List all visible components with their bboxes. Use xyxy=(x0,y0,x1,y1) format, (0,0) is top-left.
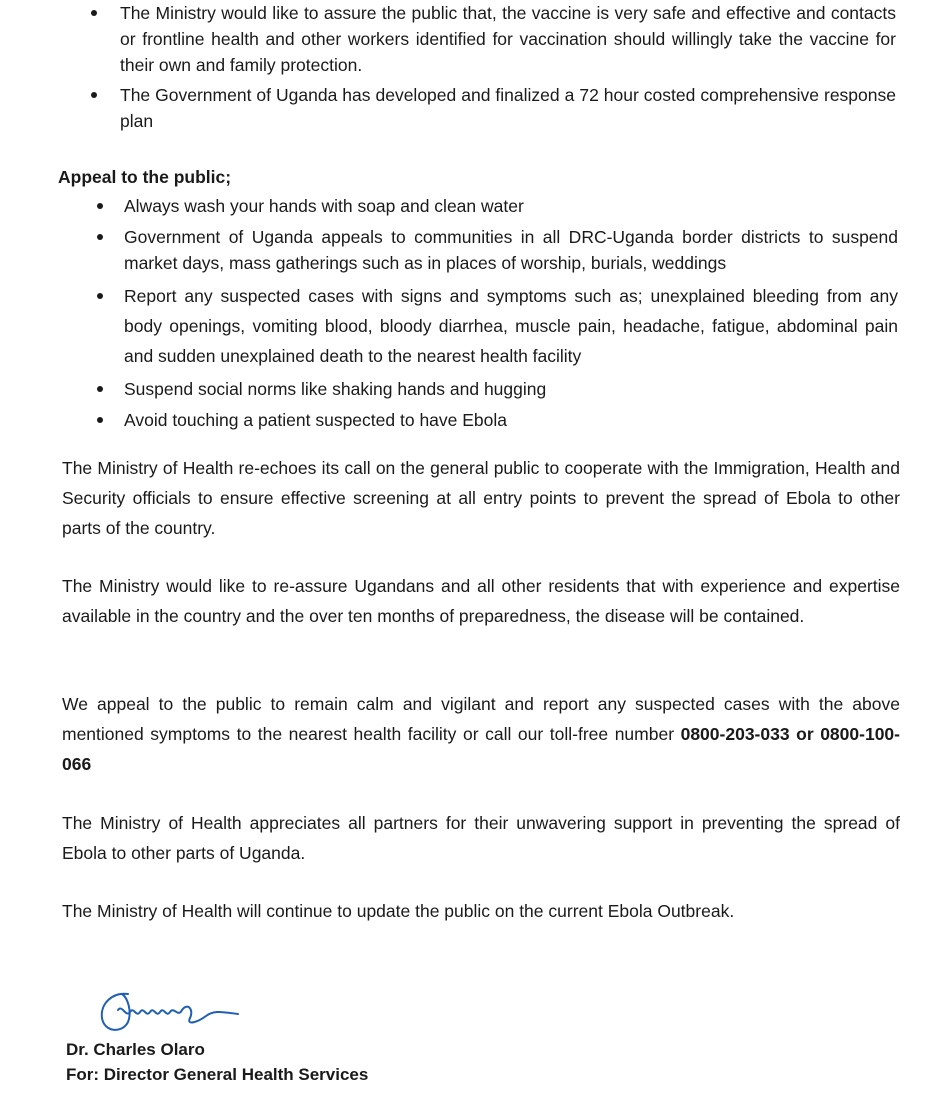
bullet-text: Always wash your hands with soap and clean water xyxy=(124,196,524,216)
bullet-dot xyxy=(91,92,97,98)
list-item xyxy=(124,224,898,276)
top-bullet-list xyxy=(120,0,896,134)
bullet-text: Avoid touching a patient suspected to have Ebola xyxy=(124,410,508,430)
list-item xyxy=(124,193,898,219)
paragraph-reassure: The Ministry would like to re-assure Ugandans and all other residents that with experience and expertise available in the country and the over ten months of preparedness, the disease will be contained. xyxy=(62,576,900,626)
toll-free-numbers: 0800-203-033 or 0800-100-066 xyxy=(62,724,900,774)
bullet-dot xyxy=(91,10,97,16)
signatory-name: Dr. Charles Olaro xyxy=(66,1040,205,1059)
bullet-dot xyxy=(97,386,103,392)
bullet-dot xyxy=(97,293,103,299)
bullet-dot xyxy=(97,203,103,209)
paragraph-partners: The Ministry of Health appreciates all partners for their unwavering support in preventing the spread of Ebola to other parts of Uganda. xyxy=(62,813,900,863)
appeal-heading: Appeal to the public; xyxy=(58,167,232,187)
appeal-bullet-list xyxy=(124,193,898,433)
list-item xyxy=(124,376,898,402)
signatory-role: For: Director General Health Services xyxy=(66,1065,369,1084)
list-item xyxy=(124,407,898,433)
bullet-text: The Government of Uganda has developed and finalized a 72 hour costed comprehensive response plan xyxy=(120,85,896,131)
bullet-dot xyxy=(97,417,103,423)
bullet-text: Report any suspected cases with signs and symptoms such as; unexplained bleeding from any body openings, vomiting blood, bloody diarrhea, muscle pain, headache, fatigue, abdominal pain and sudden unexplained death to the nearest health facility xyxy=(124,286,898,366)
paragraph-appeal-hotline xyxy=(62,689,900,779)
list-item xyxy=(120,0,896,78)
bullet-text: Government of Uganda appeals to communities in all DRC-Uganda border districts to suspend market days, mass gatherings such as in places of worship, burials, weddings xyxy=(124,227,898,273)
bullet-text: The Ministry would like to assure the public that, the vaccine is very safe and effective and contacts or frontline health and other workers identified for vaccination should willingly take the vaccine for their own and family protection. xyxy=(120,3,896,75)
bullet-dot xyxy=(97,234,103,240)
list-item xyxy=(120,82,896,134)
list-item xyxy=(124,281,898,371)
paragraph-text: We appeal to the public to remain calm and vigilant and report any suspected cases with the above mentioned symptoms to the nearest health facility or call our toll-free number xyxy=(62,694,900,744)
paragraph-updates: The Ministry of Health will continue to update the public on the current Ebola Outbreak. xyxy=(62,901,735,921)
bullet-text: Suspend social norms like shaking hands and hugging xyxy=(124,379,547,399)
paragraph-screening: The Ministry of Health re-echoes its call on the general public to cooperate with the Immigration, Health and Security officials to ensure effective screening at all entry points to prevent the spread of Ebola to other parts of the country. xyxy=(62,458,900,538)
handwritten-signature xyxy=(98,988,248,1038)
